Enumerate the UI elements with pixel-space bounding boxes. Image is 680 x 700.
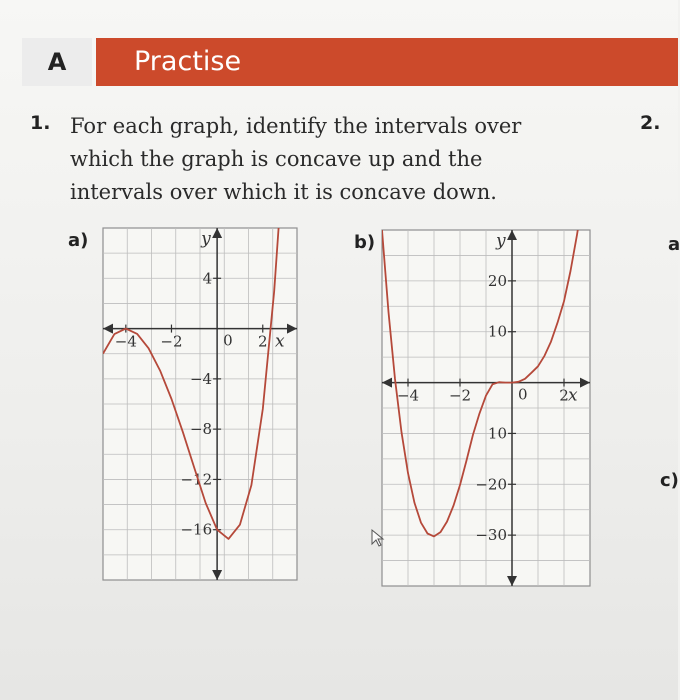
graph-b-x-tick-label: 0 <box>518 385 528 404</box>
graph-a-x-axis-label: x <box>275 331 285 352</box>
graph-a-x-tick-label: 2 <box>257 332 268 351</box>
cut-off-text-right-bottom: c) <box>660 470 679 491</box>
graph-b-y-tick-label: −20 <box>475 475 507 494</box>
graph-b-y-axis-label: y <box>496 231 506 251</box>
graph-a-y-tick-label: 4 <box>202 269 213 288</box>
question-line: For each graph, identify the intervals over <box>70 114 522 138</box>
question-line: which the graph is concave up and the <box>70 147 483 171</box>
graph-a-label: a) <box>68 230 89 251</box>
graph-a-y-tick-label: −4 <box>189 369 213 388</box>
graph-a-x-tick-label: 0 <box>223 331 233 350</box>
graph-b-y-tick-label: −30 <box>475 526 507 545</box>
graph-b-x-axis-label: x <box>568 385 578 406</box>
question-number: 1. <box>30 112 51 134</box>
mouse-pointer-icon <box>370 528 386 548</box>
graph-a-y-tick-label: −8 <box>189 420 213 439</box>
graph-b-chart <box>382 230 590 586</box>
graph-a-y-axis-label: y <box>201 229 211 249</box>
graph-a-x-tick-label: −2 <box>160 332 183 351</box>
section-header <box>22 38 678 86</box>
graph-b-label: b) <box>354 232 376 253</box>
graph-a-x-tick-label: −4 <box>114 332 137 351</box>
section-title: Practise <box>134 46 242 77</box>
graph-b-y-tick-label: 10 <box>487 322 507 341</box>
graph-a-chart <box>103 228 297 580</box>
graph-b-y-tick-label: 10 <box>487 424 507 443</box>
graph-a-y-tick-label: −16 <box>180 520 213 539</box>
cut-off-text-right-top: a <box>668 234 680 255</box>
graph-b-x-tick-label: −4 <box>396 386 420 405</box>
section-letter-badge: A <box>22 38 92 86</box>
graph-b-x-tick-label: 2 <box>559 386 569 405</box>
question-text <box>70 110 540 209</box>
graph-a-y-tick-label: −12 <box>180 470 213 489</box>
graph-b-y-tick-label: 20 <box>487 271 507 290</box>
next-question-number: 2. <box>640 112 661 134</box>
graph-b-x-tick-label: −2 <box>448 386 472 405</box>
question-line: intervals over which it is concave down. <box>70 180 497 204</box>
